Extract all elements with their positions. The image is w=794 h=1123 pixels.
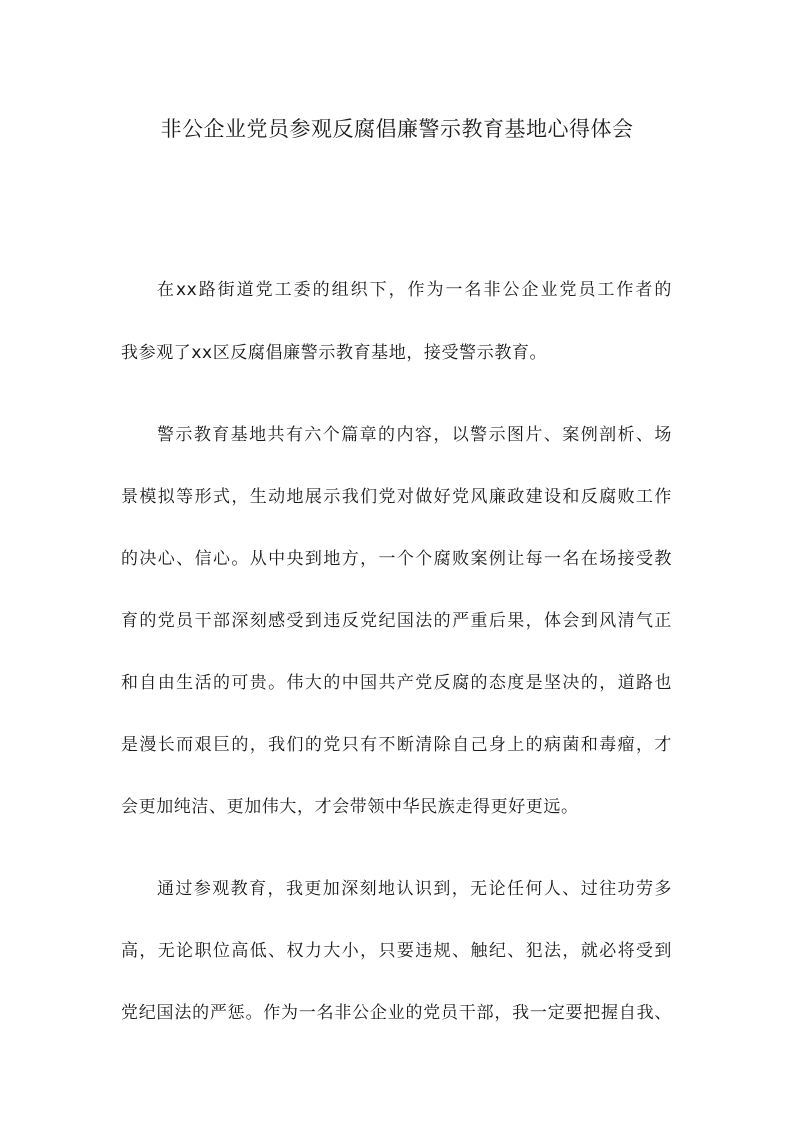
paragraph-2-line-6: 是漫长而艰巨的，我们的党只有不断清除自己身上的病菌和毒瘤，才 <box>121 735 672 755</box>
paragraph-1-line-2: 我参观了xx区反腐倡廉警示教育基地，接受警示教育。 <box>121 343 548 363</box>
paragraph-2-line-2: 景模拟等形式，生动地展示我们党对做好党风廉政建设和反腐败工作 <box>121 487 672 507</box>
paragraph-3-line-2: 高，无论职位高低、权力大小，只要违规、触纪、犯法，就必将受到 <box>121 941 672 961</box>
paragraph-2-line-5: 和自由生活的可贵。伟大的中国共产党反腐的态度是坚决的，道路也 <box>121 673 672 693</box>
paragraph-2-line-4: 育的党员干部深刻感受到违反党纪国法的严重后果，体会到风清气正 <box>121 611 672 631</box>
paragraph-2-line-7: 会更加纯洁、更加伟大，才会带领中华民族走得更好更远。 <box>121 797 579 817</box>
paragraph-2-line-1: 警示教育基地共有六个篇章的内容，以警示图片、案例剖析、场 <box>157 425 672 445</box>
document-title: 非公企业党员参观反腐倡廉警示教育基地心得体会 <box>160 117 634 141</box>
paragraph-3-line-3: 党纪国法的严惩。作为一名非公企业的党员干部，我一定要把握自我、 <box>121 1003 672 1023</box>
paragraph-3-line-1: 通过参观教育，我更加深刻地认识到，无论任何人、过往功劳多 <box>157 879 672 899</box>
paragraph-1-line-1: 在xx路街道党工委的组织下，作为一名非公企业党员工作者的 <box>157 280 672 300</box>
paragraph-2-line-3: 的决心、信心。从中央到地方，一个个腐败案例让每一名在场接受教 <box>121 549 672 569</box>
